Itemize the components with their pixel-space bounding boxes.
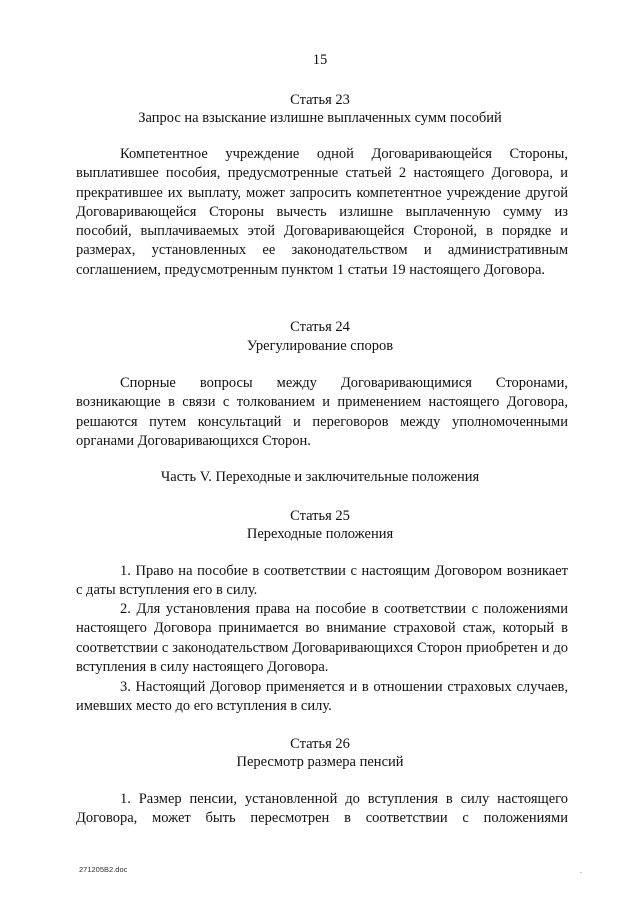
- footer-filename: 271205В2.doc: [79, 865, 128, 874]
- article-25-title: Переходные положения: [246, 526, 394, 542]
- article-26-paragraph-1: 1. Размер пенсии, установленной до вступления в силу настоящего Договора, может быть пересмотрен в соответствии с положениями: [76, 791, 568, 827]
- scan-mark: .: [580, 866, 582, 875]
- article-24-number: Статья 24: [290, 319, 350, 335]
- part-5-title: Часть V. Переходные и заключительные положения: [160, 469, 480, 485]
- article-23-title: Запрос на взыскание излишне выплаченных сумм пособий: [138, 110, 502, 126]
- article-24-title: Урегулирование споров: [246, 338, 394, 354]
- article-26-title: Пересмотр размера пенсий: [236, 754, 404, 770]
- article-25-number: Статья 25: [290, 508, 350, 524]
- article-23-number: Статья 23: [290, 92, 350, 108]
- article-25-paragraph-2: 2. Для установления права на пособие в соответствии с положениями настоящего Договора принимается во внимание страховой стаж, который в соответствии с законодательством Договаривающихся Сторон приобретен и до вступления в силу настоящего Договора.: [76, 601, 568, 675]
- article-25-paragraph-3: 3. Настоящий Договор применяется и в отношении страховых случаев, имевших место до его вступления в силу.: [76, 679, 568, 715]
- article-26-number: Статья 26: [290, 736, 350, 752]
- article-24-body: Спорные вопросы между Договаривающимися Сторонами, возникающие в связи с толкованием и применением настоящего Договора, решаются путем консультаций и переговоров между уполномоченными органами Договаривающихся Сторон.: [76, 375, 568, 449]
- page-number: 15: [312, 52, 328, 68]
- article-23-body: Компетентное учреждение одной Договаривающейся Стороны, выплатившее пособия, предусмотренные статьей 2 настоящего Договора, и прекратившее их выплату, может запросить компетентное учреждение другой Договаривающейся Стороны вычесть излишне выплаченную сумму из пособий, выплачиваемых этой Договаривающейся Стороной, в порядке и размерах, установленных ее законодательством и административным соглашением, предусмотренным пунктом 1 статьи 19 настоящего Договора.: [76, 146, 568, 278]
- article-25-paragraph-1: 1. Право на пособие в соответствии с настоящим Договором возникает с даты вступления его в силу.: [76, 563, 568, 599]
